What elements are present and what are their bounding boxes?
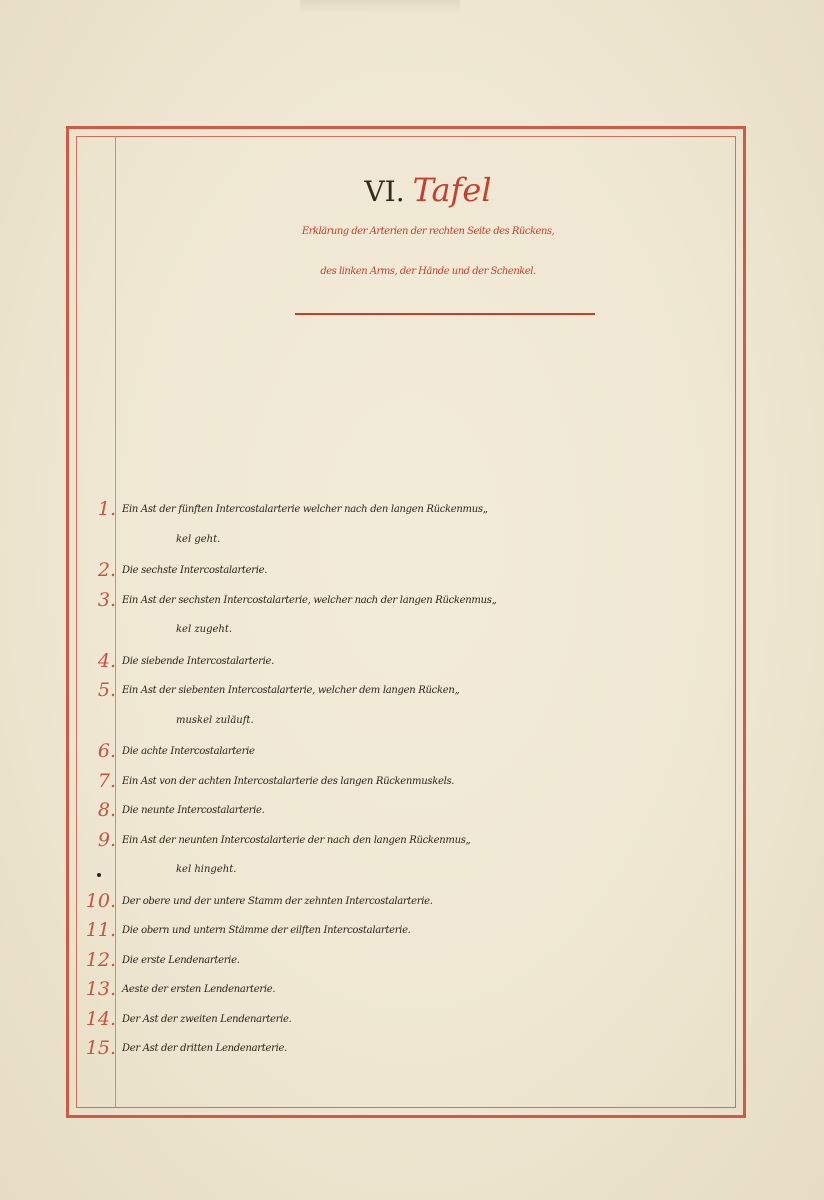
list-item	[82, 676, 732, 735]
item-number: 14.	[85, 1007, 116, 1030]
item-number: 1.	[97, 498, 116, 520]
title-line-3: des linken Arms, der Hände und der Schenkel.	[320, 266, 536, 277]
item-text: Ein Ast von der achten Intercostalarterie des langen Rückenmuskels.	[122, 775, 455, 787]
item-text: Die siebende Intercostalarterie.	[122, 655, 275, 667]
item-text-continuation: muskel zuläuft.	[176, 714, 254, 726]
item-text: Die obern und untern Stämme der eilften Intercostalarterie.	[122, 925, 411, 936]
item-text: Aeste der ersten Lendenarterie.	[122, 984, 276, 995]
plate-word: Tafel	[412, 171, 492, 209]
item-number: 5.	[97, 679, 116, 701]
list-item	[82, 556, 732, 586]
item-number: 2.	[97, 559, 116, 581]
item-number: 4.	[97, 649, 116, 672]
list-item	[82, 826, 732, 885]
list-item	[82, 1034, 732, 1064]
list-item	[82, 495, 732, 554]
item-text: Die achte Intercostalarterie	[122, 746, 255, 757]
list-item	[82, 916, 732, 946]
plate-number: VI.	[364, 175, 405, 208]
item-number: 12.	[85, 948, 116, 971]
list-item	[82, 796, 732, 826]
list-item	[82, 767, 732, 797]
title-line-2: Erklärung der Arterien der rechten Seite des Rückens,	[301, 226, 555, 237]
item-number: 13.	[85, 978, 116, 1000]
item-text-continuation: kel hingeht.	[176, 864, 237, 875]
item-number: 3.	[97, 588, 116, 611]
title-block	[120, 150, 736, 292]
list-item	[82, 887, 732, 917]
item-text: Die neunte Intercostalarterie.	[122, 805, 265, 816]
list-item	[82, 975, 732, 1005]
item-text: Der Ast der zweiten Lendenarterie.	[122, 1013, 292, 1025]
list-item	[82, 647, 732, 677]
title-underline	[295, 313, 595, 315]
item-text: Ein Ast der neunten Intercostalarterie der nach den langen Rückenmus„	[122, 834, 471, 846]
list-item	[82, 946, 732, 976]
item-text: Ein Ast der siebenten Intercostalarterie, welcher dem langen Rücken„	[122, 685, 460, 696]
item-text: Ein Ast der sechsten Intercostalarterie, welcher nach der langen Rückenmus„	[122, 594, 497, 606]
item-text: Der Ast der dritten Lendenarterie.	[122, 1043, 287, 1054]
item-text: Ein Ast der fünften Intercostalarterie welcher nach den langen Rückenmus„	[122, 504, 488, 515]
item-number: 10.	[85, 889, 116, 912]
item-number: 6.	[97, 740, 116, 762]
item-number: 11.	[85, 919, 116, 941]
item-text: Die sechste Intercostalarterie.	[122, 565, 268, 576]
list-item	[82, 586, 732, 645]
item-number: 8.	[97, 799, 116, 821]
item-number: 9.	[97, 828, 116, 851]
list-item	[82, 1005, 732, 1035]
list-item	[82, 737, 732, 767]
item-number: 7.	[97, 769, 116, 792]
item-number: 15.	[85, 1037, 116, 1059]
item-text: Der obere und der untere Stamm der zehnten Intercostalarterie.	[122, 895, 433, 907]
item-text-continuation: kel geht.	[176, 533, 221, 545]
item-text: Die erste Lendenarterie.	[122, 954, 240, 966]
ink-dot	[97, 873, 101, 877]
paper-edge-shadow	[300, 0, 460, 14]
item-text-continuation: kel zugeht.	[176, 624, 233, 635]
plate-title	[120, 170, 736, 212]
